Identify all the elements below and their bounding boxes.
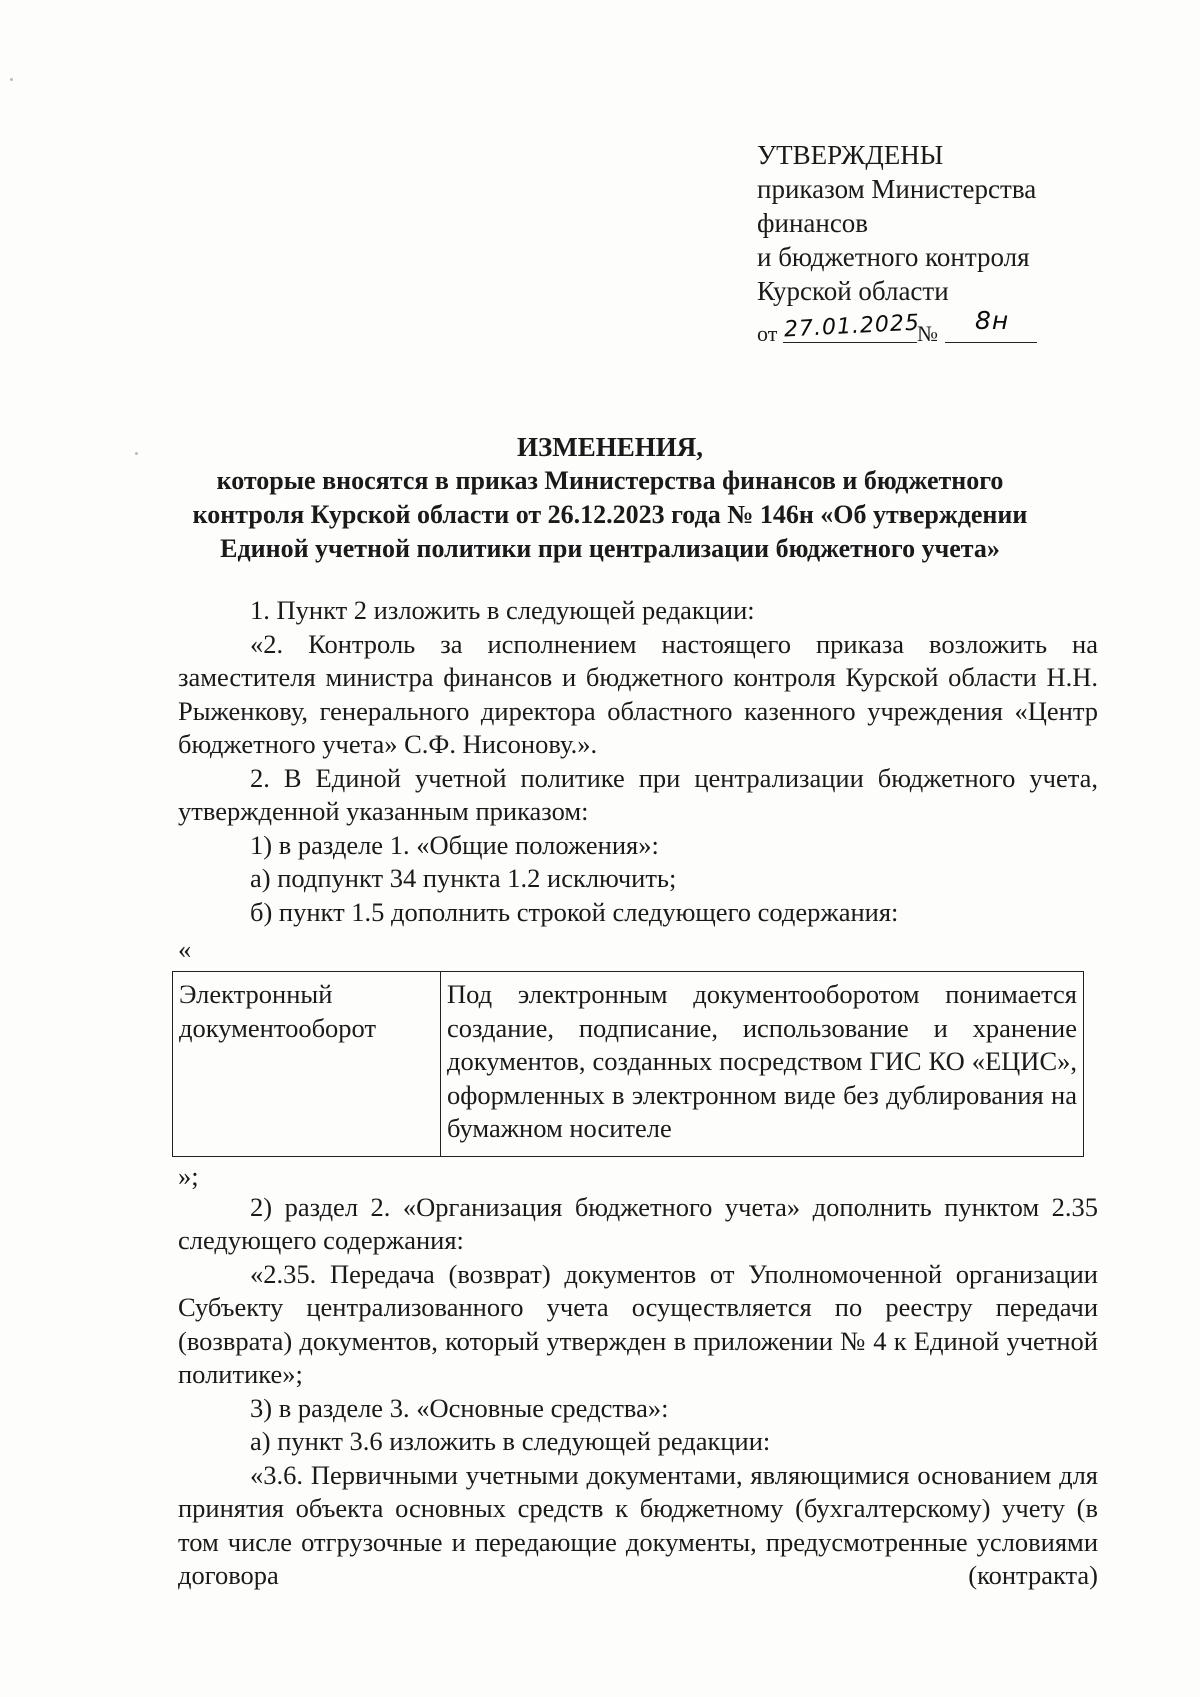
approval-line-4: Курской области <box>757 276 949 306</box>
scan-speck <box>135 452 138 455</box>
paragraph-1: 1. Пункт 2 изложить в следующей редакции: <box>250 595 755 625</box>
paragraph-3: 2. В Единой учетной политике при централизации бюджетного учета, утвержденной указанным приказом: <box>178 762 1098 826</box>
paragraph-5: а) подпункт 34 пункта 1.2 исключить; <box>250 863 677 893</box>
paragraph-7: 2) раздел 2. «Организация бюджетного учета» дополнить пунктом 2.35 следующего содержания: <box>178 1191 1098 1255</box>
table-close-quote: »; <box>178 1160 199 1191</box>
table-open-quote: « <box>178 934 192 964</box>
date-prefix: от <box>757 321 778 346</box>
handwritten-number: 8н <box>975 306 1010 335</box>
title-line-3: Единой учетной политики при централизации бюджетного учета» <box>220 534 1000 563</box>
approval-heading: УТВЕРЖДЕНЫ <box>757 140 944 170</box>
table-row <box>173 972 1084 1157</box>
paragraph-6: б) пункт 1.5 дополнить строкой следующего содержания: <box>250 896 899 927</box>
approval-line-3: и бюджетного контроля <box>757 242 1030 272</box>
definition-table <box>172 971 1084 1157</box>
scan-speck <box>10 78 13 81</box>
number-sign: № <box>917 321 938 346</box>
title-main: ИЗМЕНЕНИЯ, <box>516 432 703 462</box>
paragraph-10: а) пункт 3.6 изложить в следующей редакции: <box>250 1426 771 1456</box>
approval-line-2: финансов <box>757 208 869 238</box>
document-title <box>150 430 1070 566</box>
table-definition-cell: Под электронным документооборотом понимается создание, подписание, использование и хранение документов, созданных посредством ГИС КО «ЕЦИС», оформленных в электронном виде без дублирования на бумажном носителе <box>441 972 1084 1157</box>
number-underline <box>945 342 1037 343</box>
table-term-cell: Электронный документооборот <box>173 972 441 1157</box>
approval-date-number-line <box>757 308 1087 348</box>
paragraph-9: 3) в разделе 3. «Основные средства»: <box>250 1392 669 1423</box>
document-body <box>178 594 1098 1593</box>
paragraph-2: «2. Контроль за исполнением настоящего приказа возложить на заместителя министра финансов и бюджетного контроля Курской области Н.Н. Рыженкову, генерального директора областного казенного учреждения «Центр бюджетного учета» С.Ф. Нисонову.». <box>178 628 1098 759</box>
title-line-2: контроля Курской области от 26.12.2023 года № 146н «Об утверждении <box>192 500 1028 529</box>
title-line-1: которые вносятся в приказ Министерства финансов и бюджетного <box>216 466 1004 495</box>
handwritten-date: 27.01.2025 <box>783 310 921 343</box>
paragraph-4: 1) в разделе 1. «Общие положения»: <box>250 829 659 860</box>
approval-block <box>757 138 1087 348</box>
approval-line-1: приказом Министерства <box>757 174 1037 204</box>
paragraph-11: «3.6. Первичными учетными документами, являющимися основанием для принятия объекта основных средств к бюджетному (бухгалтерскому) учету (в том числе отгрузочные и передающие документы, предусмотренные условиями договора (контракта) <box>178 1459 1098 1590</box>
paragraph-8: «2.35. Передача (возврат) документов от Уполномоченной организации Субъекту централизованного учета осуществляется по реестру передачи (возврата) документов, который утвержден в приложении № 4 к Единой учетной политике»; <box>178 1258 1098 1389</box>
